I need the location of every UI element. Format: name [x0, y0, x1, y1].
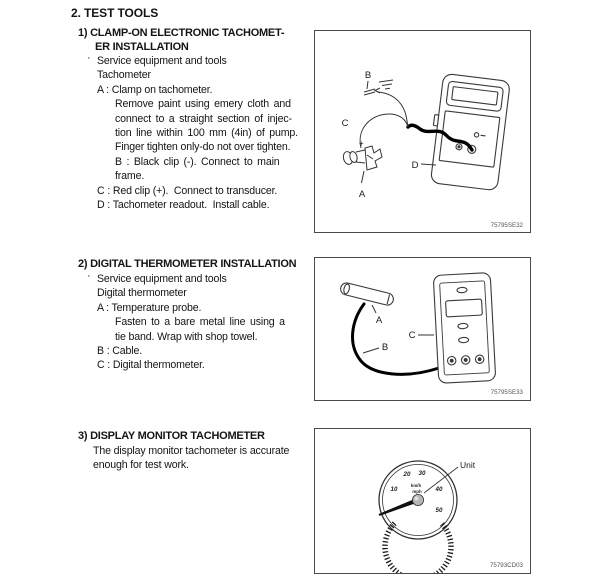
section2-heading: 2) DIGITAL THERMOMETER INSTALLATION — [78, 258, 297, 270]
gauge-hub — [412, 494, 423, 505]
figure3-code: 75793CD03 — [489, 562, 523, 569]
body-line: A : Clamp on tachometer. — [97, 83, 213, 96]
body-line: The display monitor tachometer is accurate — [93, 444, 290, 457]
body-line: Service equipment and tools — [97, 273, 227, 285]
unit-label: Unit — [460, 460, 476, 470]
body-line: Fasten to a bare metal line using a — [115, 316, 285, 329]
figure-clamp-on-tachometer — [314, 30, 531, 233]
callout-a: A — [375, 315, 383, 326]
label-a-leader — [362, 171, 365, 183]
section1-heading-line1: 1) CLAMP-ON ELECTRONIC TACHOMET- — [78, 27, 285, 39]
body-line: B : Black clip (-). Connect to main — [115, 155, 280, 168]
ground-icon — [379, 80, 393, 89]
callout-b: B — [364, 70, 372, 81]
body-line: Remove paint using emery cloth and — [115, 98, 291, 111]
body-line: C : Digital thermometer. — [97, 359, 205, 372]
bullet-mark: · — [87, 52, 91, 64]
body-line: A : Temperature probe. — [97, 301, 202, 314]
gauge-number: 40 — [435, 486, 443, 493]
label-b-leader — [363, 348, 379, 353]
section3-heading: 3) DISPLAY MONITOR TACHOMETER — [78, 430, 265, 442]
body-line: Finger tighten only-do not over tighten. — [115, 141, 291, 154]
section1-heading-line2: ER INSTALLATION — [95, 41, 189, 53]
gauge-unit-mph: mph — [412, 489, 422, 494]
figure1-code: 75795SE32 — [490, 222, 523, 229]
body-line: D : Tachometer readout. Install cable. — [97, 199, 270, 211]
label-a-leader — [372, 305, 376, 313]
callout-b: B — [381, 342, 389, 353]
gauge-hub-highlight — [415, 497, 419, 501]
gauge-number: 20 — [403, 471, 411, 478]
gauge-number: 50 — [435, 507, 443, 514]
body-line: Service equipment and tools — [97, 55, 227, 67]
figure-digital-thermometer — [314, 257, 531, 401]
clamp-transducer-icon — [342, 146, 382, 170]
body-line: B : Cable. — [97, 345, 143, 357]
black-clip-icon — [364, 81, 380, 95]
figure2-illustration — [315, 258, 530, 400]
page-title: 2. TEST TOOLS — [71, 6, 159, 20]
body-line: tie band. Wrap with shop towel. — [115, 330, 258, 343]
callout-d: D — [411, 160, 419, 171]
gauge-unit-kmh: km/h — [410, 483, 422, 488]
body-line: frame. — [115, 170, 145, 183]
red-clip-lead — [360, 114, 408, 148]
body-line: tion line within 100 mm (4in) of pump. — [115, 127, 298, 139]
figure-monitor-tachometer — [314, 428, 531, 574]
callout-a: A — [358, 189, 366, 200]
body-line: Tachometer — [97, 69, 151, 82]
body-line: connect to a straight section of injec- — [115, 112, 292, 125]
gauge-number: 30 — [418, 470, 426, 477]
callout-c: C — [408, 330, 416, 341]
temperature-probe-icon — [339, 282, 394, 307]
body-line: C : Red clip (+). Connect to transducer. — [97, 184, 278, 197]
gauge-number: 10 — [390, 486, 398, 493]
body-line: enough for test work. — [93, 458, 189, 471]
thermometer-cable — [353, 304, 446, 374]
figure3-illustration — [315, 429, 530, 573]
black-clip-lead — [378, 92, 408, 126]
digital-thermometer-device — [433, 273, 496, 384]
bullet-mark: · — [87, 270, 91, 282]
figure1-illustration — [315, 31, 530, 232]
callout-c: C — [341, 118, 349, 129]
plus-sign: + — [359, 139, 364, 148]
tachometer-gauge — [379, 461, 457, 573]
figure2-code: 75795SE33 — [490, 389, 523, 396]
body-line: Digital thermometer — [97, 287, 187, 300]
